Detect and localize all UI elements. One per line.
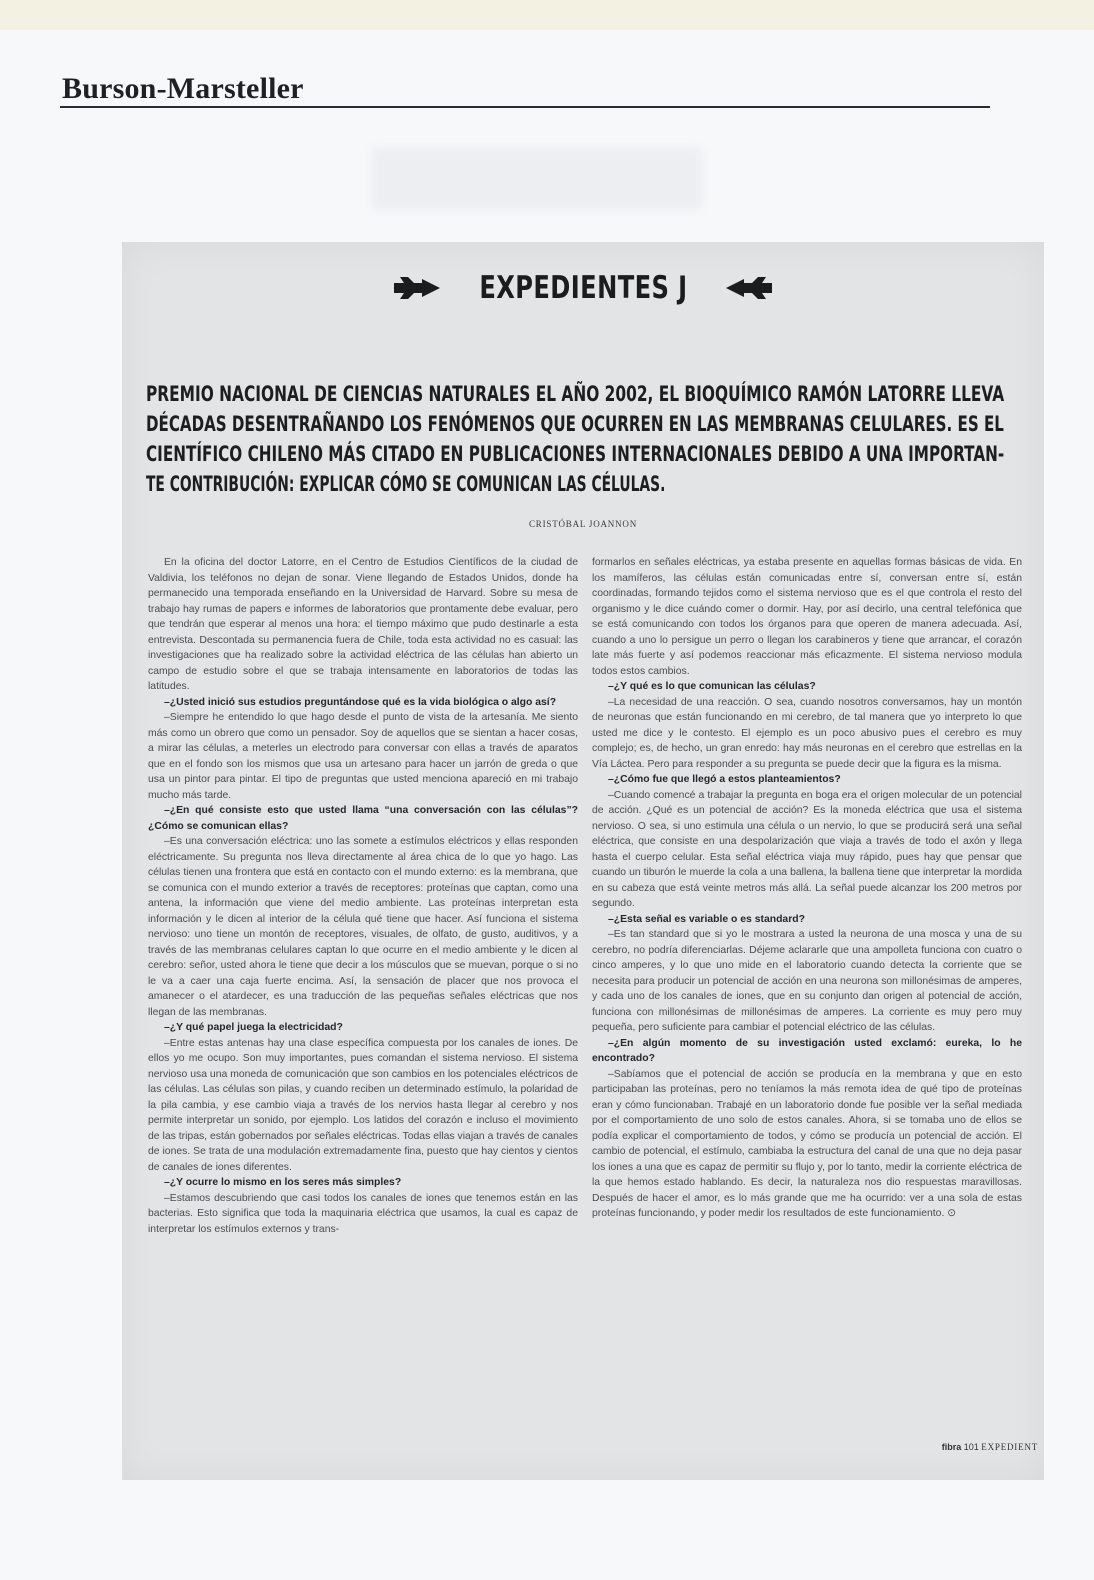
interview-question: –¿En qué consiste esto que usted llama “una conversación con las células”? ¿Cómo se comunican ellas? [148,805,578,832]
magazine-name: fibra [941,1442,962,1452]
interview-question: –¿Usted inició sus estudios preguntándose qué es la vida biológica o algo así? [164,696,557,708]
byline: CRISTÓBAL JOANNON [528,519,638,529]
article-paragraph: –La necesidad de una reacción. O sea, cuando nosotros conversamos, hay un montón de neuronas que están funcionando en mi cerebro, de tal manera que yo interpreto lo que usted me dice y le contesto. El ejemplo es un poco abusivo pues el cerebro es muy complejo; es, de hecho, un gran enredo: hay más neuronas en el cerebro que estrellas en la Vía Láctea. Pero para responder a su pregunta se puede decir que la figura es la misma. [592,696,1022,770]
headline-line: DÉCADAS DESENTRAÑANDO LOS FENÓMENOS QUE OCURREN EN LAS MEMBRANAS CELULARES. ES EL [146,412,1004,437]
interview-question: –¿Esta señal es variable o es standard? [608,913,805,925]
section-title: EXPEDIENTES J [478,270,688,306]
arrow-left-icon [726,277,772,299]
header-rule [60,106,990,108]
top-strip [0,0,1094,30]
page-footer [942,1442,1038,1452]
section-header [122,270,1044,306]
arrow-right-icon [394,277,440,299]
article-paragraph: –Cuando comencé a trabajar la pregunta en boga era el origen molecular de un potencial de acción. ¿Qué es un potencial de acción? Es la moneda eléctrica que usa el sistema nervioso. O sea, si uno estimula una célula o un nervio, lo que se producirá será una señal eléctrica, que consiste en una despolarización que viaja a través de todo el axón y llega hasta el cuerpo celular. Esta señal eléctrica viaja muy rápido, pues hay que pensar que cuando un tiburón le muerde la cola a una ballena, la ballena tiene que interpretar la mordida en su cabeza que está veinte metros más allá. La señal puede alcanzar los 200 metros por segundo. [592,789,1022,909]
article-paragraph: En la oficina del doctor Latorre, en el Centro de Estudios Científicos de la ciudad de Valdivia, los teléfonos no dejan de sonar. Viene llegando de Estados Unidos, donde ha permanecido una temporada enseñando en la Universidad de Harvard. Sobre su mesa de trabajo hay rumas de papers e informes de laboratorios que prontamente debe evaluar, pero que tendrán que esperar al menos una hora: el tiempo máximo que pudo destinarle a esta entrevista. Descontada su permanencia fuera de Chile, toda esta actividad no es casual: las investigaciones que ha realizado sobre la actividad eléctrica de las células han abierto un campo de estudio sobre el que se trabaja intensamente en laboratorios de todas las latitudes. [148,557,578,692]
article-paragraph: –Siempre he entendido lo que hago desde el punto de vista de la artesanía. Me siento más como un obrero que como un pensador. Soy de aquellos que se sientan a hacer cosas, a mirar las células, a meterles un electrodo para conversar con ellas a través de aparatos que en el fondo son los mismos que usa un artesano para hacer un jarrón de greda o que usa un pintor para pintar. El tipo de preguntas que usted menciona apareció en mi trabajo mucho más tarde. [148,712,578,801]
article-paragraph: –Entre estas antenas hay una clase específica compuesta por los canales de iones. De ellos yo me ocupo. Son muy importantes, pues comandan el sistema nervioso. El sistema nervioso usa una moneda de comunicación que son cambios en los potenciales eléctricos de las células. Las células son pilas, y cuando reciben un determinado estímulo, la polaridad de la pila cambia, y ese cambio viaja a través de los nervios hasta llegar al cerebro y nos permite interpretar un sonido, por ejemplo. Los latidos del corazón e incluso el movimiento de las tripas, están gobernados por señales eléctricas. Todas ellas viajan a través de canales de iones. Se trata de una modulación extremadamente fina, puesto que hay cientos y cientos de canales de iones diferentes. [148,1037,578,1173]
headline-line: CIENTÍFICO CHILENO MÁS CITADO EN PUBLICACIONES INTERNACIONALES DEBIDO A UNA IMPORTAN- [146,442,1005,467]
interview-question: –¿Y ocurre lo mismo en los seres más simples? [164,1177,402,1188]
interview-question: –¿Cómo fue que llegó a estos planteamientos? [608,774,841,785]
page-number: 101 [963,1442,979,1452]
article-paragraph: –Sabíamos que el potencial de acción se producía en la membrana y que en esto participaban las proteínas, pero no teníamos la más remota idea de qué tipo de proteínas eran y cómo funcionaban. Trabajé en un laboratorio donde fue posible ver la señal mediada por el comportamiento de uno solo de estos canales. Ahora, si se tomaba uno de ellos se podía explicar el comportamiento de todos, y cómo se producía un potencial de acción. El cambio de potencial, el estímulo, cambiaba la estructura del canal de una que no deja pasar los iones a una que es capaz de permitir su flujo y, por lo tanto, medir la corriente eléctrica de la que hemos estado hablando. Es decir, la naturaleza nos dio respuestas maravillosas. Después de hacer el amor, es lo más grande que me ha ocurrido: ver a una sola de estas proteínas funcionando, y poder medir los resultados de este funcionamiento. ⊙ [592,1068,1022,1219]
interview-question: –¿Y qué es lo que comunican las células? [608,681,816,692]
interview-question: –¿Y qué papel juega la electricidad? [164,1022,343,1033]
article-paragraph: –Es una conversación eléctrica: uno las somete a estímulos eléctricos y ellas responden eléctricamente. Su pregunta nos lleva directamente al área chica de lo que yo hago. Las células tienen una frontera que está en contacto con el mundo externo: es la membrana, que se comunica con el mundo exterior a través de receptores: proteínas que captan, como una antena, la información que viene del medio ambiente. Las proteínas interpretan esta información y le dicen al interior de la célula qué tiene que hacer. Así funciona el sistema nervioso: uno tiene un montón de receptores, visuales, de olfato, de gusto, auditivos, y a través de las membranas celulares captan lo que ocurre en el medio ambiente y le dicen al cerebro: señor, usted ahora le tiene que decir a los músculos que se muevan, porque o si no le va a caer una caja fuerte encima. Así, la sensación de placer que nos provoca el amanecer o el atardecer, es una traducción de las pequeñas señales eléctricas que nos llegan de las membranas. [148,836,578,1018]
article-paragraph: –Estamos descubriendo que casi todos los canales de iones que tenemos están en las bacterias. Esto significa que toda la maquinaria eléctrica que usamos, la cual es capaz de interpretar los estímulos externos y trans- [148,1192,578,1235]
headline [146,380,1026,500]
article-column-right [592,555,1022,1222]
article-column-left [148,555,578,1237]
company-logo: Burson-Marsteller [62,72,304,105]
article-paragraph: –Es tan standard que si yo le mostrara a usted la neurona de una mosca y una de su cerebro, no podría diferenciarlas. Déjeme aclararle que una ampolleta funciona con cuatro o cinco amperes, y lo que uno mide en el laboratorio cuando detecta la corriente que se necesita para producir un potencial de acción en una neurona son millonésimas de amperes, y cada uno de los canales de iones, que en su conjunto dan origen al potencial de acción, funciona con millonésimas de millonésimas de amperes. La corriente es muy pero muy pequeña, pero suficiente para cambiar el potencial eléctrico de las células. [592,929,1022,1033]
scan-smudge [372,148,702,210]
headline-line: TE CONTRIBUCIÓN: EXPLICAR CÓMO SE COMUNICAN LAS CÉLULAS. [146,472,666,497]
article-paragraph: formarlos en señales eléctricas, ya estaba presente en aquellas formas básicas de vida. En los mamíferos, las células están comunicadas entre sí, conversan entre sí, están coordinadas, formando tejidos como el sistema nervioso que es el que controla el resto del organismo y le dice cuándo comer o dormir. Hay, por así decirlo, una central telefónica que se está comunicando con todos los órganos para que operen de manera adecuada. Así, cuando a uno lo persigue un perro o llegan los carabineros y tiene que arrancar, el corazón late más fuerte y así podemos reaccionar más eficazmente. El sistema nervioso modula todos estos cambios. [592,557,1022,677]
magazine-clipping [122,242,1044,1480]
footer-section: EXPEDIENT [981,1442,1038,1452]
headline-line: PREMIO NACIONAL DE CIENCIAS NATURALES EL AÑO 2002, EL BIOQUÍMICO RAMÓN LATORRE LLEVA [146,382,1005,407]
interview-question: –¿En algún momento de su investigación usted exclamó: eureka, lo he encontrado? [592,1037,1022,1064]
